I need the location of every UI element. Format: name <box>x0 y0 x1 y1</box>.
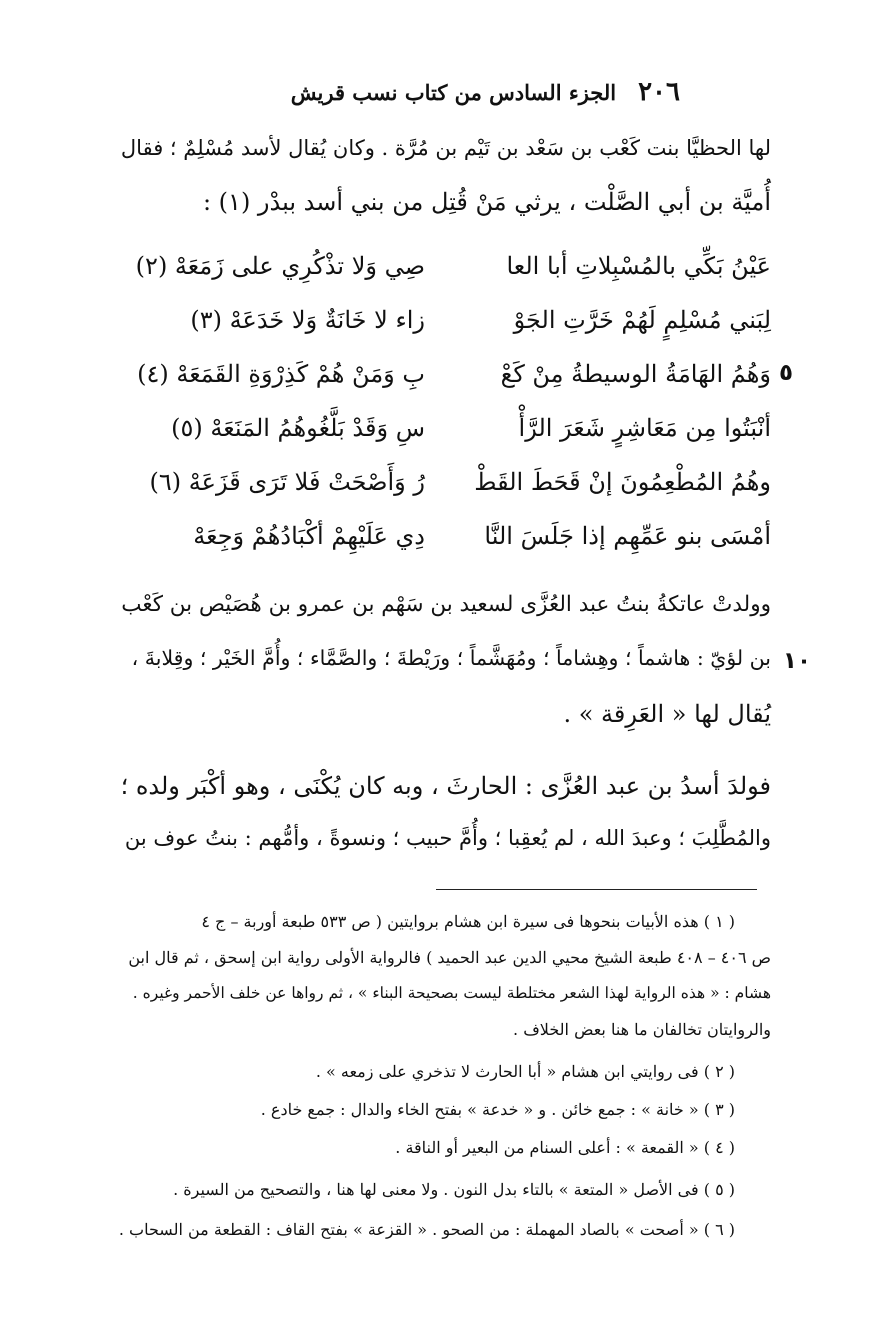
verse-first-hemistich: وَهُمُ الهَامَةُ الوسيطةُ مِنْ كَعْ <box>500 360 771 388</box>
running-header <box>240 72 680 112</box>
page-number: ٢٠٦ <box>638 77 680 107</box>
paragraph2-line: بن لؤيّ : هاشماً ؛ وهِشاماً ؛ ومُهَشَّماً ؛ ورَيْطةَ ؛ والصَّمَّاء ؛ وأُمَّ الخَيْر ؛ وقِلابةَ ، <box>131 646 771 670</box>
paragraph3-line: فولدَ أسدُ بن عبد العُزَّى : الحارثَ ، وبه كان يُكْنَى ، وهو أكْبَر ولده ؛ <box>120 772 771 800</box>
verse-second-hemistich: بِ وَمَنْ هُمْ كَذِرْوَةِ القَمَعَهْ (٤) <box>137 360 425 388</box>
footnote-1-continuation: ص ٤٠٦ – ٤٠٨ طبعة الشيخ محيي الدين عبد الحميد ) فالرواية الأولى رواية ابن إسحق ، ثم قال ابن <box>128 948 771 967</box>
verse-first-hemistich: أمْسَى بنو عَمِّهِم إذا جَلَسَ النَّا <box>484 522 771 550</box>
verse-second-hemistich: رُ وَأَصْحَتْ فَلا تَرَى قَزَعَهْ (٦) <box>149 468 425 496</box>
verse-first-hemistich: وهُمُ المُطْعِمُونَ إنْ قَحَطَ القَطْ <box>474 468 771 496</box>
verse-second-hemistich: صِي وَلا تذْكُرِي على زَمَعَهْ (٢) <box>135 252 425 280</box>
footnote-1-continuation: والروايتان تخالفان ما هنا بعض الخلاف . <box>513 1020 771 1039</box>
verse-first-hemistich: أنْبَتُوا مِن مَعَاشِرٍ شَعَرَ الرَّأْ <box>518 414 771 442</box>
paragraph3-line: والمُطَّلِبَ ؛ وعبدَ الله ، لم يُعقِبا ؛ وأُمَّ حبيب ؛ ونسوةً ، وأمُّهم : بنتُ عوف بن <box>124 826 771 850</box>
footnote-separator <box>436 889 757 890</box>
line-number-marker: ٥ <box>778 360 793 386</box>
footnote-5: ( ٥ ) فى الأصل « المتعة » بالتاء بدل النون . ولا معنى لها هنا ، والتصحيح من السيرة . <box>173 1180 735 1199</box>
paragraph2-line: وولدتْ عاتكةُ بنتُ عبد العُزَّى لسعيد بن سَهْم بن عمرو بن هُصَيْص بن كَعْب <box>121 592 771 617</box>
line-number-marker: ١٠ <box>782 648 811 674</box>
footnote-4: ( ٤ ) « القمعة » : أعلى السنام من البعير أو الناقة . <box>395 1138 735 1157</box>
verse-second-hemistich: زاء لا خَانَةٌ وَلا خَدَعَهْ (٣) <box>190 306 425 334</box>
verse-second-hemistich: دِي عَلَيْهِمْ أكْبَادُهُمْ وَجِعَهْ <box>193 522 425 550</box>
running-title: الجزء السادس من كتاب نسب قريش <box>290 79 617 105</box>
verse-first-hemistich: لِبَني مُسْلِمٍ لَهُمْ خَرَّتِ الجَوْ <box>513 306 771 334</box>
footnote-1: ( ١ ) هذه الأبيات بنحوها فى سيرة ابن هشام بروايتين ( ص ٥٣٣ طبعة أوربة – ج ٤ <box>201 912 735 931</box>
intro-line: لها الحظيَّا بنت كَعْب بن سَعْد بن تَيْم بن مُرَّة . وكان يُقال لأسد مُسْلِمٌ ؛ فقال <box>120 136 771 160</box>
footnote-3: ( ٣ ) « خانة » : جمع خائن . و « خدعة » بفتح الخاء والدال : جمع خادع . <box>260 1100 735 1119</box>
footnote-1-continuation: هشام : « هذه الرواية لهذا الشعر مختلطة ليست بصحيحة البناء » ، ثم رواها عن خلف الأحمر وغيره . <box>132 984 771 1002</box>
paragraph2-line: يُقال لها « العَرِقة » . <box>563 700 771 728</box>
intro-line: أُميَّة بن أبي الصَّلْت ، يرثي مَنْ قُتِل من بني أسد ببدْر (١) : <box>202 188 771 216</box>
verse-first-hemistich: عَيْنُ بَكِّي بالمُسْبِلاتِ أبا العا <box>506 252 771 280</box>
footnote-2: ( ٢ ) فى روايتي ابن هشام « أبا الحارث لا تذخري على زمعه » . <box>315 1062 735 1081</box>
footnote-6: ( ٦ ) « أصحت » بالصاد المهملة : من الصحو . « القزعة » بفتح القاف : القطعة من السحاب . <box>118 1220 735 1239</box>
verse-second-hemistich: سِ وَقَدْ بَلَّغُوهُمُ المَنَعَهْ (٥) <box>171 414 425 442</box>
